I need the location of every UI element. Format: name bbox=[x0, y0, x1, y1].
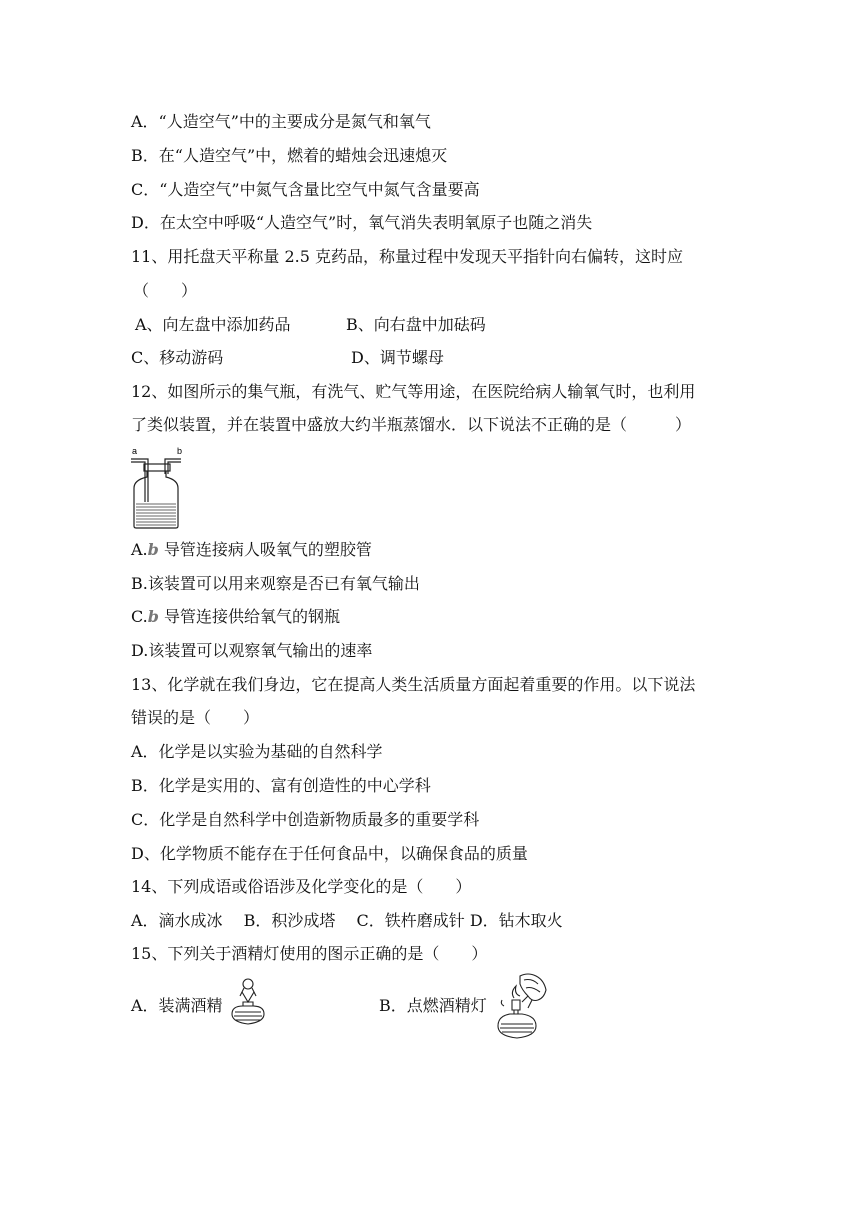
alcohol-lamp-lighting-icon bbox=[492, 970, 550, 1040]
q12-option-d: D.该装置可以观察氧气输出的速率 bbox=[131, 641, 373, 660]
alcohol-lamp-filling-icon bbox=[226, 976, 268, 1028]
q11-option-d: D、调节螺母 bbox=[351, 348, 444, 367]
q11-option-b: B、向右盘中加砝码 bbox=[346, 315, 486, 334]
fig-label-b: b bbox=[177, 446, 183, 456]
q10-option-a: A．“人造空气”中的主要成分是氮气和氧气 bbox=[131, 112, 431, 131]
q15-stem: 15、下列关于酒精灯使用的图示正确的是（ ） bbox=[131, 944, 488, 963]
q15-option-a: A．装满酒精 bbox=[131, 996, 223, 1015]
q12-option-a: A.b 导管连接病人吸氧气的塑胶管 bbox=[131, 540, 372, 559]
q14-stem: 14、下列成语或俗语涉及化学变化的是（ ） bbox=[131, 877, 472, 896]
q13-option-a: A．化学是以实验为基础的自然科学 bbox=[131, 742, 383, 761]
gas-washing-bottle-icon bbox=[128, 444, 190, 532]
q14-options: A．滴水成冰 B．积沙成塔 C．铁杵磨成针 D．钻木取火 bbox=[131, 911, 563, 930]
q15-option-b: B．点燃酒精灯 bbox=[379, 996, 487, 1015]
q12-option-b: B.该装置可以用来观察是否已有氧气输出 bbox=[131, 574, 420, 593]
q10-option-d: D．在太空中呼吸“人造空气”时，氧气消失表明氧原子也随之消失 bbox=[131, 213, 593, 232]
q12-stem-line2: 了类似装置，并在装置中盛放大约半瓶蒸馏水．以下说法不正确的是（ ） bbox=[131, 415, 692, 434]
q10-option-b: B．在“人造空气”中，燃着的蜡烛会迅速熄灭 bbox=[131, 146, 448, 165]
q10-option-c: C．“人造空气”中氮气含量比空气中氮气含量要高 bbox=[131, 180, 480, 199]
q11-stem-line2: （ ） bbox=[133, 281, 198, 300]
q13-stem-line1: 13、化学就在我们身边，它在提高人类生活质量方面起着重要的作用。以下说法 bbox=[131, 675, 696, 694]
q12-option-c: C.b 导管连接供给氧气的钢瓶 bbox=[131, 607, 341, 626]
q11-option-c: C、移动游码 bbox=[131, 348, 224, 367]
fig-label-a: a bbox=[132, 446, 138, 456]
q11-stem-line1: 11、用托盘天平称量 2.5 克药品，称量过程中发现天平指针向右偏转，这时应 bbox=[131, 247, 683, 266]
q13-option-c: C．化学是自然科学中创造新物质最多的重要学科 bbox=[131, 810, 480, 829]
q12-stem-line1: 12、如图所示的集气瓶，有洗气、贮气等用途，在医院给病人输氧气时，也利用 bbox=[131, 382, 696, 401]
q13-option-b: B．化学是实用的、富有创造性的中心学科 bbox=[131, 776, 431, 795]
q13-option-d: D、化学物质不能存在于任何食品中，以确保食品的质量 bbox=[131, 844, 528, 863]
q13-stem-line2: 错误的是（ ） bbox=[131, 708, 260, 727]
q11-option-a: A、向左盘中添加药品 bbox=[135, 315, 291, 334]
